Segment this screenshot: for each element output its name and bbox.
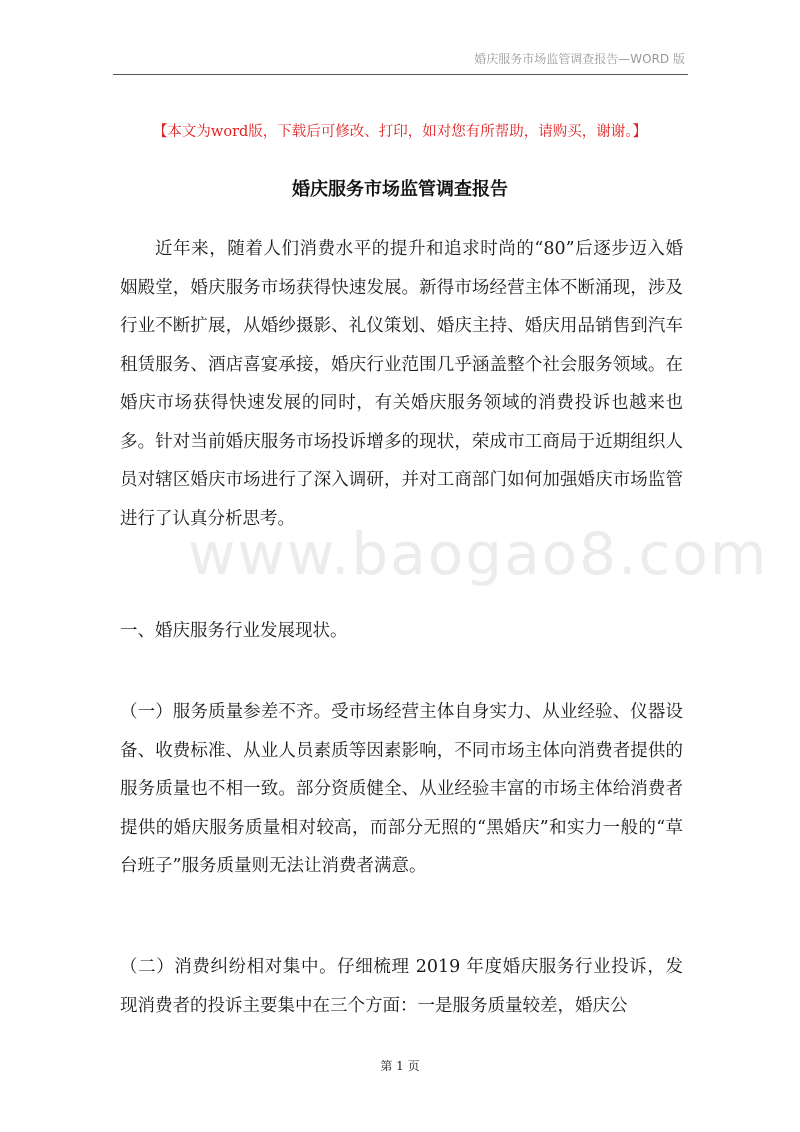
running-header: 婚庆服务市场监管调查报告—WORD 版 — [474, 52, 685, 66]
item-paragraph-1: （一）服务质量参差不齐。受市场经营主体自身实力、从业经验、仪器设备、收费标准、从业人员素质等因素影响，不同市场主体向消费者提供的服务质量也不相一致。部分资质健全、从业经验丰富的市场主体给消费者提供的婚庆服务质量相对较高，而部分无照的“黑婚庆”和实力一般的“草台班子”服务质量则无法让消费者满意。 — [120, 702, 683, 876]
document-title: 婚庆服务市场监管调查报告 — [292, 179, 508, 200]
section-heading: 一、婚庆服务行业发展现状。 — [120, 621, 348, 641]
page-number: 第 1 页 — [380, 1059, 420, 1073]
watermark: www.baogao8.com — [188, 520, 769, 588]
header-divider — [113, 74, 688, 75]
item-paragraph-2: （二）消费纠纷相对集中。仔细梳理 2019 年度婚庆服务行业投诉，发现消费者的投诉主要集中在三个方面：一是服务质量较差，婚庆公 — [120, 957, 683, 1016]
intro-paragraph: 近年来，随着人们消费水平的提升和追求时尚的“80”后逐步迈入婚姻殿堂，婚庆服务市场获得快速发展。新得市场经营主体不断涌现，涉及行业不断扩展，从婚纱摄影、礼仪策划、婚庆主持、婚庆用品销售到汽车租赁服务、酒店喜宴承接，婚庆行业范围几乎涵盖整个社会服务领域。在婚庆市场获得快速发展的同时，有关婚庆服务领域的消费投诉也越来也多。针对当前婚庆服务市场投诉增多的现状，荣成市工商局于近期组织人员对辖区婚庆市场进行了深入调研，并对工商部门如何加强婚庆市场监管进行了认真分析思考。 — [120, 239, 683, 529]
purchase-notice: 【本文为word版，下载后可修改、打印，如对您有所帮助，请购买，谢谢。】 — [152, 124, 648, 140]
